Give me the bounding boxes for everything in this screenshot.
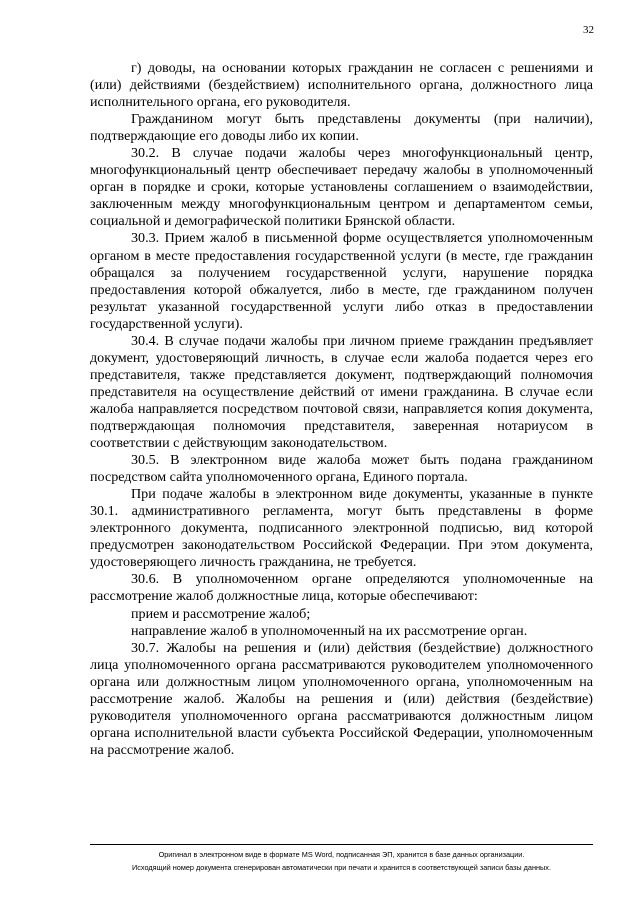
paragraph-duty-receive: прием и рассмотрение жалоб; bbox=[131, 605, 311, 622]
paragraph-30-7: 30.7. Жалобы на решения и (или) действия (бездействие) должностного лица уполномоченного органа рассматриваются руководителем уполномоченного органа или должностным лицом уполномоченного органа, уполномоченным на рассмотрение жалоб. Жалобы на решения и (или) действия (бездействие) руководителя уполномоченного органа рассматриваются должностным лицом органа исполнительной власти субъекта Российской Федерации, уполномоченным на рассмотрение жалоб. bbox=[90, 639, 593, 758]
paragraph-30-5: 30.5. В электронном виде жалоба может быть подана гражданином посредством сайта уполномоченного органа, Единого портала. bbox=[90, 452, 593, 486]
paragraph-30-4: 30.4. В случае подачи жалобы при личном приеме гражданин предъявляет документ, удостоверяющий личность, в случае если жалоба подается через его представителя, также представляется документ, подтверждающий полномочия представителя на осуществление действий от имени гражданина. В случае если жалоба направляется посредством почтовой связи, направляется копия документа, подтверждающая полномочия представителя, заверенная нотариусом в соответствии с действующим законодательством. bbox=[90, 332, 593, 452]
footer-divider bbox=[90, 844, 593, 845]
paragraph-30-6: 30.6. В уполномоченном органе определяются уполномоченные на рассмотрение жалоб должностные лица, которые обеспечивают: bbox=[90, 571, 593, 605]
paragraph-30-3: 30.3. Прием жалоб в письменной форме осуществляется уполномоченным органом в месте предоставления государственной услуги (в месте, где гражданин обращался за получением государственной услуги, нарушение порядка предоставления которой обжалуется, либо в месте, где гражданином получен результат указанной государственной услуги либо отказ в предоставлении государственной услуги). bbox=[90, 230, 593, 332]
page-number: 32 bbox=[583, 24, 594, 36]
paragraph-duty-forward: направление жалоб в уполномоченный на их рассмотрение орган. bbox=[131, 622, 528, 639]
footer-line-number: Исходящий номер документа сгенерирован автоматически при печати и хранится в соответствующей записи базы данных. bbox=[132, 863, 551, 872]
paragraph-electronic-submission: При подаче жалобы в электронном виде документы, указанные в пункте 30.1. административного регламента, могут быть представлены в форме электронного документа, подписанного электронной подписью, вид которой предусмотрен законодательством Российской Федерации. При этом документа, удостоверяющего личность гражданина, не требуется. bbox=[90, 486, 593, 571]
footer-note bbox=[60, 848, 623, 874]
document-body bbox=[90, 60, 593, 759]
paragraph-30-2: 30.2. В случае подачи жалобы через многофункциональный центр, многофункциональный центр обеспечивает передачу жалобы в уполномоченный орган в порядке и сроки, которые установлены соглашением о взаимодействии, заключенным между многофункциональным центром и департаментом семьи, социальной и демографической политики Брянской области. bbox=[90, 145, 593, 230]
footer-line-original: Оригинал в электронном виде в формате MS Word, подписанная ЭП, хранится в базе данных организации. bbox=[158, 850, 525, 859]
paragraph-supporting-documents: Гражданином могут быть представлены документы (при наличии), подтверждающие его доводы либо их копии. bbox=[90, 111, 593, 145]
paragraph-claim-arguments: г) доводы, на основании которых гражданин не согласен с решениями и (или) действиями (бездействием) исполнительного органа, должностного лица исполнительного органа, его руководителя. bbox=[90, 60, 593, 111]
